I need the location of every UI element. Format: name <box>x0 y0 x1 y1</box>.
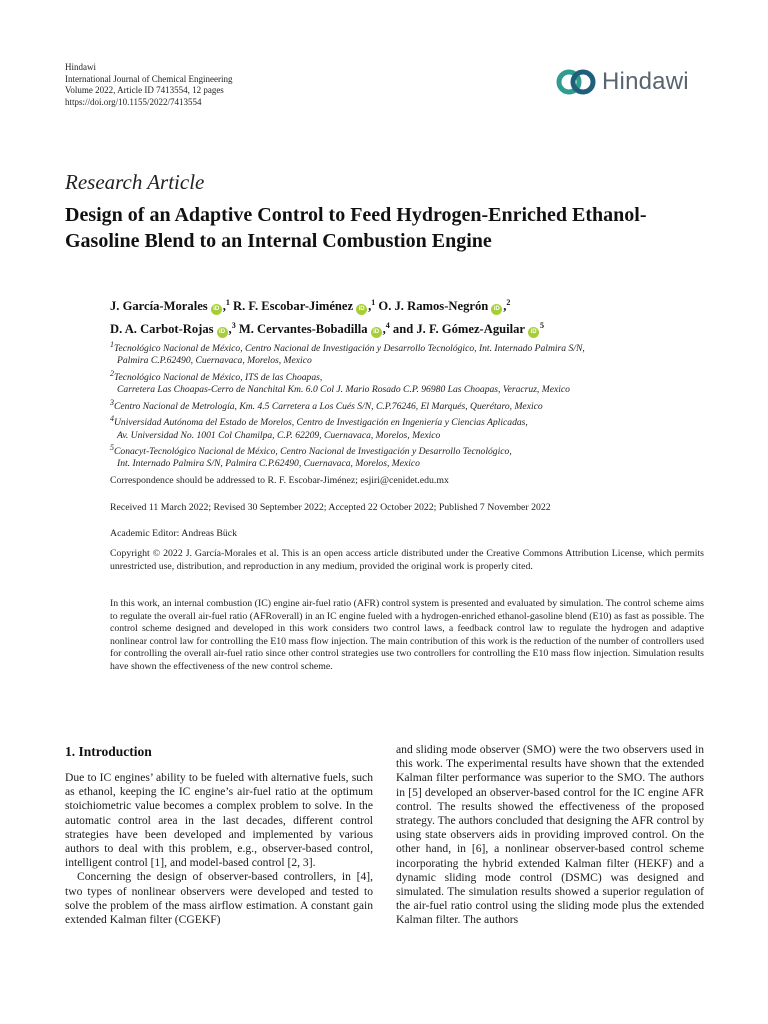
publisher-name: Hindawi <box>65 62 96 72</box>
author-name[interactable]: O. J. Ramos-Negrón <box>378 299 489 314</box>
author-line-2: D. A. Carbot-Rojas iD ,$^3$ M. Cervantes-Bobadilla iD ,$^4$ and J. F. Gómez-Aguilar $iD^5$ <box>110 321 545 337</box>
affiliation-5-cont: Int. Internado Palmira S/N, Palmira C.P.62490, Cuernavaca, Morelos, Mexico <box>117 458 420 470</box>
affiliation-2: $^2$Tecnológico Nacional de México, ITS de las Choapas, <box>110 368 323 383</box>
journal-metadata <box>65 62 232 108</box>
author-name[interactable]: and J. F. Gómez-Aguilar <box>392 322 526 337</box>
affiliations <box>110 339 710 471</box>
orcid-icon[interactable]: iD <box>217 327 228 338</box>
paragraph: Concerning the design of observer-based controllers, in [4], two types of nonlinear observers were developed and tested to solve the problem of the mass airflow estimation. A constant gain extended Kalman filter (CGEKF) <box>65 870 373 927</box>
orcid-icon[interactable]: iD <box>211 304 222 315</box>
journal-name: International Journal of Chemical Engineering <box>65 73 233 84</box>
body-column-left <box>65 771 373 927</box>
affiliation-3: $^3$Centro Nacional de Metrología, Km. 4.5 Carretera a Los Cués S/N, C.P.76246, El Marqués, Querétaro, Mexico <box>110 397 543 412</box>
affiliation-4: $^4$Universidad Autónoma del Estado de Morelos, Centro de Investigación en Ingeniería y Ciencias Aplicadas, <box>110 414 528 429</box>
orcid-icon[interactable]: iD <box>528 327 539 338</box>
author-line-1: J. García-Morales iD ,$^1$ R. F. Escobar-Jiménez iD ,$^1$ O. J. Ramos-Negrón iD ,$^2$ <box>110 298 511 314</box>
orcid-icon[interactable]: iD <box>491 304 502 315</box>
affiliation-5: $^5$Conacyt-Tecnológico Nacional de México, Centro Nacional de Investigación y Desarrollo Tecnológico, <box>110 442 512 458</box>
abstract: In this work, an internal combustion (IC) engine air-fuel ratio (AFR) control system is presented and evaluated by simulation. The control scheme aims to regulate the overall air-fuel ratio (AFRoverall) in an IC engine fueled with a hydrogen-enriched ethanol-gasoline blend (E10) as fast as possible. The control scheme designed and developed in this work considers two control laws, a feedback control law to regulate the hydrogen and adaptive nonlinear control law for controlling the E10 mass flow injection. The main contribution of this work is the reduction of the number of controllers used for controlling the overall air-fuel ratio since other control strategies use two controllers for controlling the E10 mass flow injection. Simulation results have shown the effectiveness of the new control scheme. <box>110 598 704 672</box>
paragraph: Due to IC engines’ ability to be fueled with alternative fuels, such as ethanol, keeping the IC engine’s air-fuel ratio at the optimum stoichiometric value becomes a complex problem to solve. In the automatic control area in the last decades, different control strategies have been developed and implemented by various authors to deal with this problem, e.g., observer-based control, intelligent control [1], and model-based control [2, 3]. <box>65 771 373 870</box>
section-heading: 1. Introduction <box>65 744 152 759</box>
hindawi-logo-icon <box>556 67 596 97</box>
body-column-right <box>396 743 704 928</box>
affiliation-2-cont: Carretera Las Choapas-Cerro de Nanchital Km. 6.0 Col J. Mario Rosado C.P. 96980 Las Choapas, Veracruz, Mexico <box>117 384 570 396</box>
publication-dates: Received 11 March 2022; Revised 30 September 2022; Accepted 22 October 2022; Published 7 November 2022 <box>110 502 551 513</box>
orcid-icon[interactable]: iD <box>356 304 367 315</box>
affiliation-4-cont: Av. Universidad No. 1001 Col Chamilpa, C.P. 62209, Cuernavaca, Morelos, Mexico <box>117 429 441 441</box>
author-name[interactable]: M. Cervantes-Bobadilla <box>238 322 368 337</box>
correspondence: Correspondence should be addressed to R. F. Escobar-Jiménez; esjiri@cenidet.edu.mx <box>110 475 449 486</box>
author-name[interactable]: D. A. Carbot-Rojas <box>110 322 214 337</box>
affiliation-1: $^1$Tecnológico Nacional de México, Centro Nacional de Investigación y Desarrollo Tecnológico, Int. Internado Palmira S/N, <box>110 340 585 355</box>
volume-line: Volume 2022, Article ID 7413554, 12 pages <box>65 85 224 96</box>
affiliation-1-cont: Palmira C.P.62490, Cuernavaca, Morelos, Mexico <box>117 355 312 367</box>
author-name[interactable]: R. F. Escobar-Jiménez <box>233 299 354 314</box>
doi-link[interactable]: https://doi.org/10.1155/2022/7413554 <box>65 96 202 107</box>
author-name[interactable]: J. García-Morales <box>110 299 208 314</box>
paragraph: and sliding mode observer (SMO) were the two observers used in this work. The experimental results have shown that the extended Kalman filter performance was superior to the SMO. The authors in [5] developed an observer-based control for the IC engine AFR control. The results showed the effectiveness of the proposed strategy. The authors concluded that designing the AFR control by using state observers aids in providing improved control. On the other hand, in [6], a nonlinear observer-based control scheme incorporating the hybrid extended Kalman filter (HEKF) and a dynamic sliding mode control (DSMC) was designed and simulated. The simulation results showed a superior regulation of the air-fuel ratio control using the sliding mode plus the extended Kalman filter. The authors <box>396 743 704 927</box>
author-list <box>110 293 710 339</box>
orcid-icon[interactable]: iD <box>371 327 382 338</box>
hindawi-logo-text: Hindawi <box>602 68 689 95</box>
hindawi-logo[interactable] <box>556 62 712 102</box>
academic-editor: Academic Editor: Andreas Bück <box>110 528 238 539</box>
copyright-notice: Copyright © 2022 J. García-Morales et al. This is an open access article distributed under the Creative Commons Attribution License, which permits unrestricted use, distribution, and reproduction in any medium, provided the original work is properly cited. <box>110 548 704 572</box>
article-type: Research Article <box>65 170 205 194</box>
article-title: Design of an Adaptive Control to Feed Hydrogen-Enriched Ethanol-Gasoline Blend to an Internal Combustion Engine <box>65 204 647 252</box>
